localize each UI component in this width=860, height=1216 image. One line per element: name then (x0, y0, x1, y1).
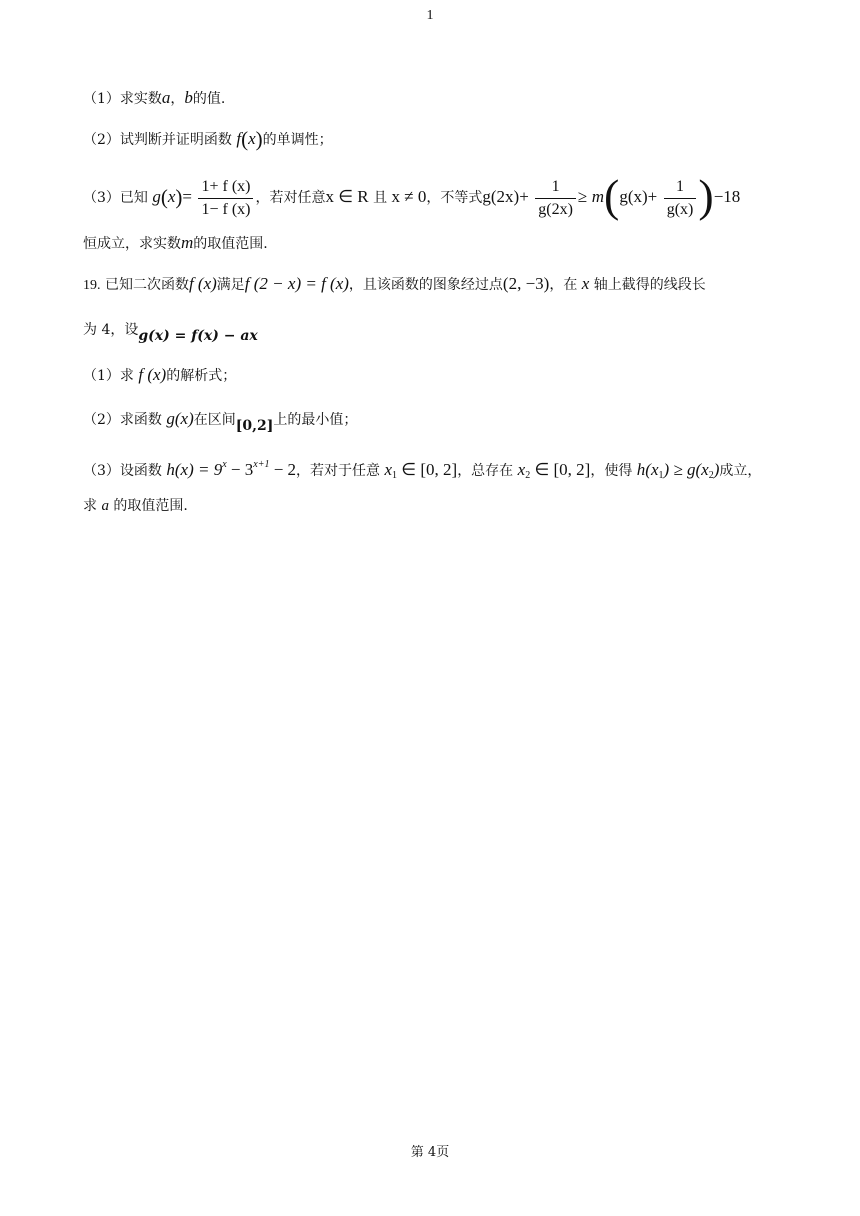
q18-part3-continued (83, 233, 800, 254)
q19-part3-continued (83, 496, 800, 516)
q18-part2 (83, 129, 800, 150)
q18-part3-label: （3）已知 (83, 190, 148, 206)
var-a: a (161, 88, 171, 107)
fraction-g-def (198, 176, 253, 221)
page-footer: 第 4页 (410, 1145, 450, 1160)
subscript: 1 (392, 470, 398, 481)
text-segment: ，总存在 (457, 463, 514, 479)
var-x: x (248, 129, 256, 148)
symmetry-condition: f (2 − x) = f (x) (244, 274, 349, 293)
text-segment: 已知二次函数 (104, 277, 189, 293)
h-definition-tail: − 2 (269, 460, 297, 479)
func-g: g (152, 187, 161, 206)
paren-close: ) (255, 127, 263, 151)
q19-part3 (83, 455, 800, 486)
text-segment: 为 4，设 (83, 322, 139, 338)
fraction-reciprocal-gx (664, 176, 697, 221)
paren-open: ( (160, 185, 168, 209)
interval-membership: ∈ [0, 2] (530, 460, 591, 479)
h-definition-mid: − 3 (226, 460, 254, 479)
q18-part2-label: （2）试判断并证明函数 (83, 132, 232, 148)
q18-part3 (83, 172, 800, 222)
fraction-numerator: 1+ f (x) (198, 176, 253, 199)
exponent: x (222, 459, 227, 470)
q19-stem-line2 (83, 320, 800, 346)
f-of-x: f (x) (188, 274, 217, 293)
inequality-g2x: g(2x)+ (482, 187, 529, 206)
h-definition: h(x) = 9 (166, 460, 223, 479)
inner-gx: g(x)+ (619, 187, 658, 206)
fraction-denominator: 1− f (x) (201, 200, 251, 218)
text-segment: 上的最小值； (273, 412, 358, 428)
text-segment: ，若对任意 (255, 190, 326, 206)
geq-sign: ≥ (577, 187, 588, 206)
fraction-denominator: g(x) (666, 200, 694, 218)
text-segment: 的取值范围. (193, 236, 268, 252)
q19-part1 (83, 365, 800, 386)
text-segment: ，且该函数的图象经过点 (348, 277, 503, 293)
q19-part3-label: （3）设函数 (83, 463, 162, 479)
text-segment: 且 (373, 190, 388, 206)
text-segment: 满足 (216, 277, 245, 293)
separator: ， (170, 91, 185, 107)
inequality: h(x (636, 460, 659, 479)
text-segment: 的取值范围. (113, 498, 188, 514)
text-segment: 恒成立，求实数 (83, 236, 181, 252)
q18-part2-tail: 的单调性； (262, 132, 333, 148)
exponent: x+1 (253, 459, 270, 470)
g-of-x: g(x) (166, 409, 194, 428)
page-number-top: 1 (426, 8, 434, 23)
subscript: 2 (708, 470, 714, 481)
condition-x-nonzero: x ≠ 0 (391, 187, 427, 206)
text-segment: ，不等式 (426, 190, 483, 206)
text-segment: 的解析式； (166, 368, 237, 384)
big-paren-close: ) (698, 170, 714, 221)
question-number: 19. (83, 278, 101, 293)
paren-open: ( (241, 127, 249, 151)
subscript: 1 (658, 470, 664, 481)
q18-part1-tail: 的值. (192, 91, 226, 107)
text-segment: ，若对于任意 (296, 463, 381, 479)
fraction-reciprocal-g2x (535, 176, 576, 221)
text-segment: 成立， (719, 463, 762, 479)
fraction-numerator: 1 (535, 176, 576, 199)
big-paren-open: ( (604, 170, 620, 221)
q19-part2-label: （2）求函数 (83, 412, 162, 428)
text-segment: ，在 (549, 277, 578, 293)
interval: [0,2] (235, 418, 274, 434)
paren-close: ) (175, 185, 183, 209)
q19-part1-label: （1）求 (83, 368, 134, 384)
text-segment: 求 (83, 498, 97, 514)
var-b: b (184, 88, 193, 107)
q18-part1-label: （1）求实数 (83, 91, 162, 107)
subscript: 2 (525, 470, 531, 481)
point-coordinates: (2, −3) (502, 274, 550, 293)
g-definition: g(x) = f(x) − ax (138, 328, 258, 344)
var-a: a (101, 498, 109, 514)
inequality: ) ≥ g(x (663, 460, 709, 479)
var-m: m (181, 233, 194, 252)
text-segment: 轴上截得的线段长 (593, 277, 706, 293)
equals-sign: = (182, 187, 193, 206)
text-segment: ，使得 (590, 463, 633, 479)
fraction-numerator: 1 (664, 176, 697, 199)
text-segment: 在区间 (193, 412, 236, 428)
var-x: x (581, 274, 590, 293)
condition-x-in-r: x ∈ R (325, 187, 369, 206)
interval-membership: ∈ [0, 2] (397, 460, 458, 479)
constant-term: −18 (713, 187, 741, 206)
f-of-x: f (x) (138, 365, 167, 384)
var-x1: x (384, 460, 393, 479)
var-x: x (167, 187, 176, 206)
fraction-denominator: g(2x) (538, 200, 573, 218)
var-m: m (591, 187, 604, 206)
q19-part2 (83, 409, 800, 436)
var-x2: x (517, 460, 526, 479)
q18-part1 (83, 88, 800, 109)
func-f: f (236, 129, 242, 148)
q19-stem (83, 274, 800, 296)
inequality: ) (713, 460, 720, 479)
